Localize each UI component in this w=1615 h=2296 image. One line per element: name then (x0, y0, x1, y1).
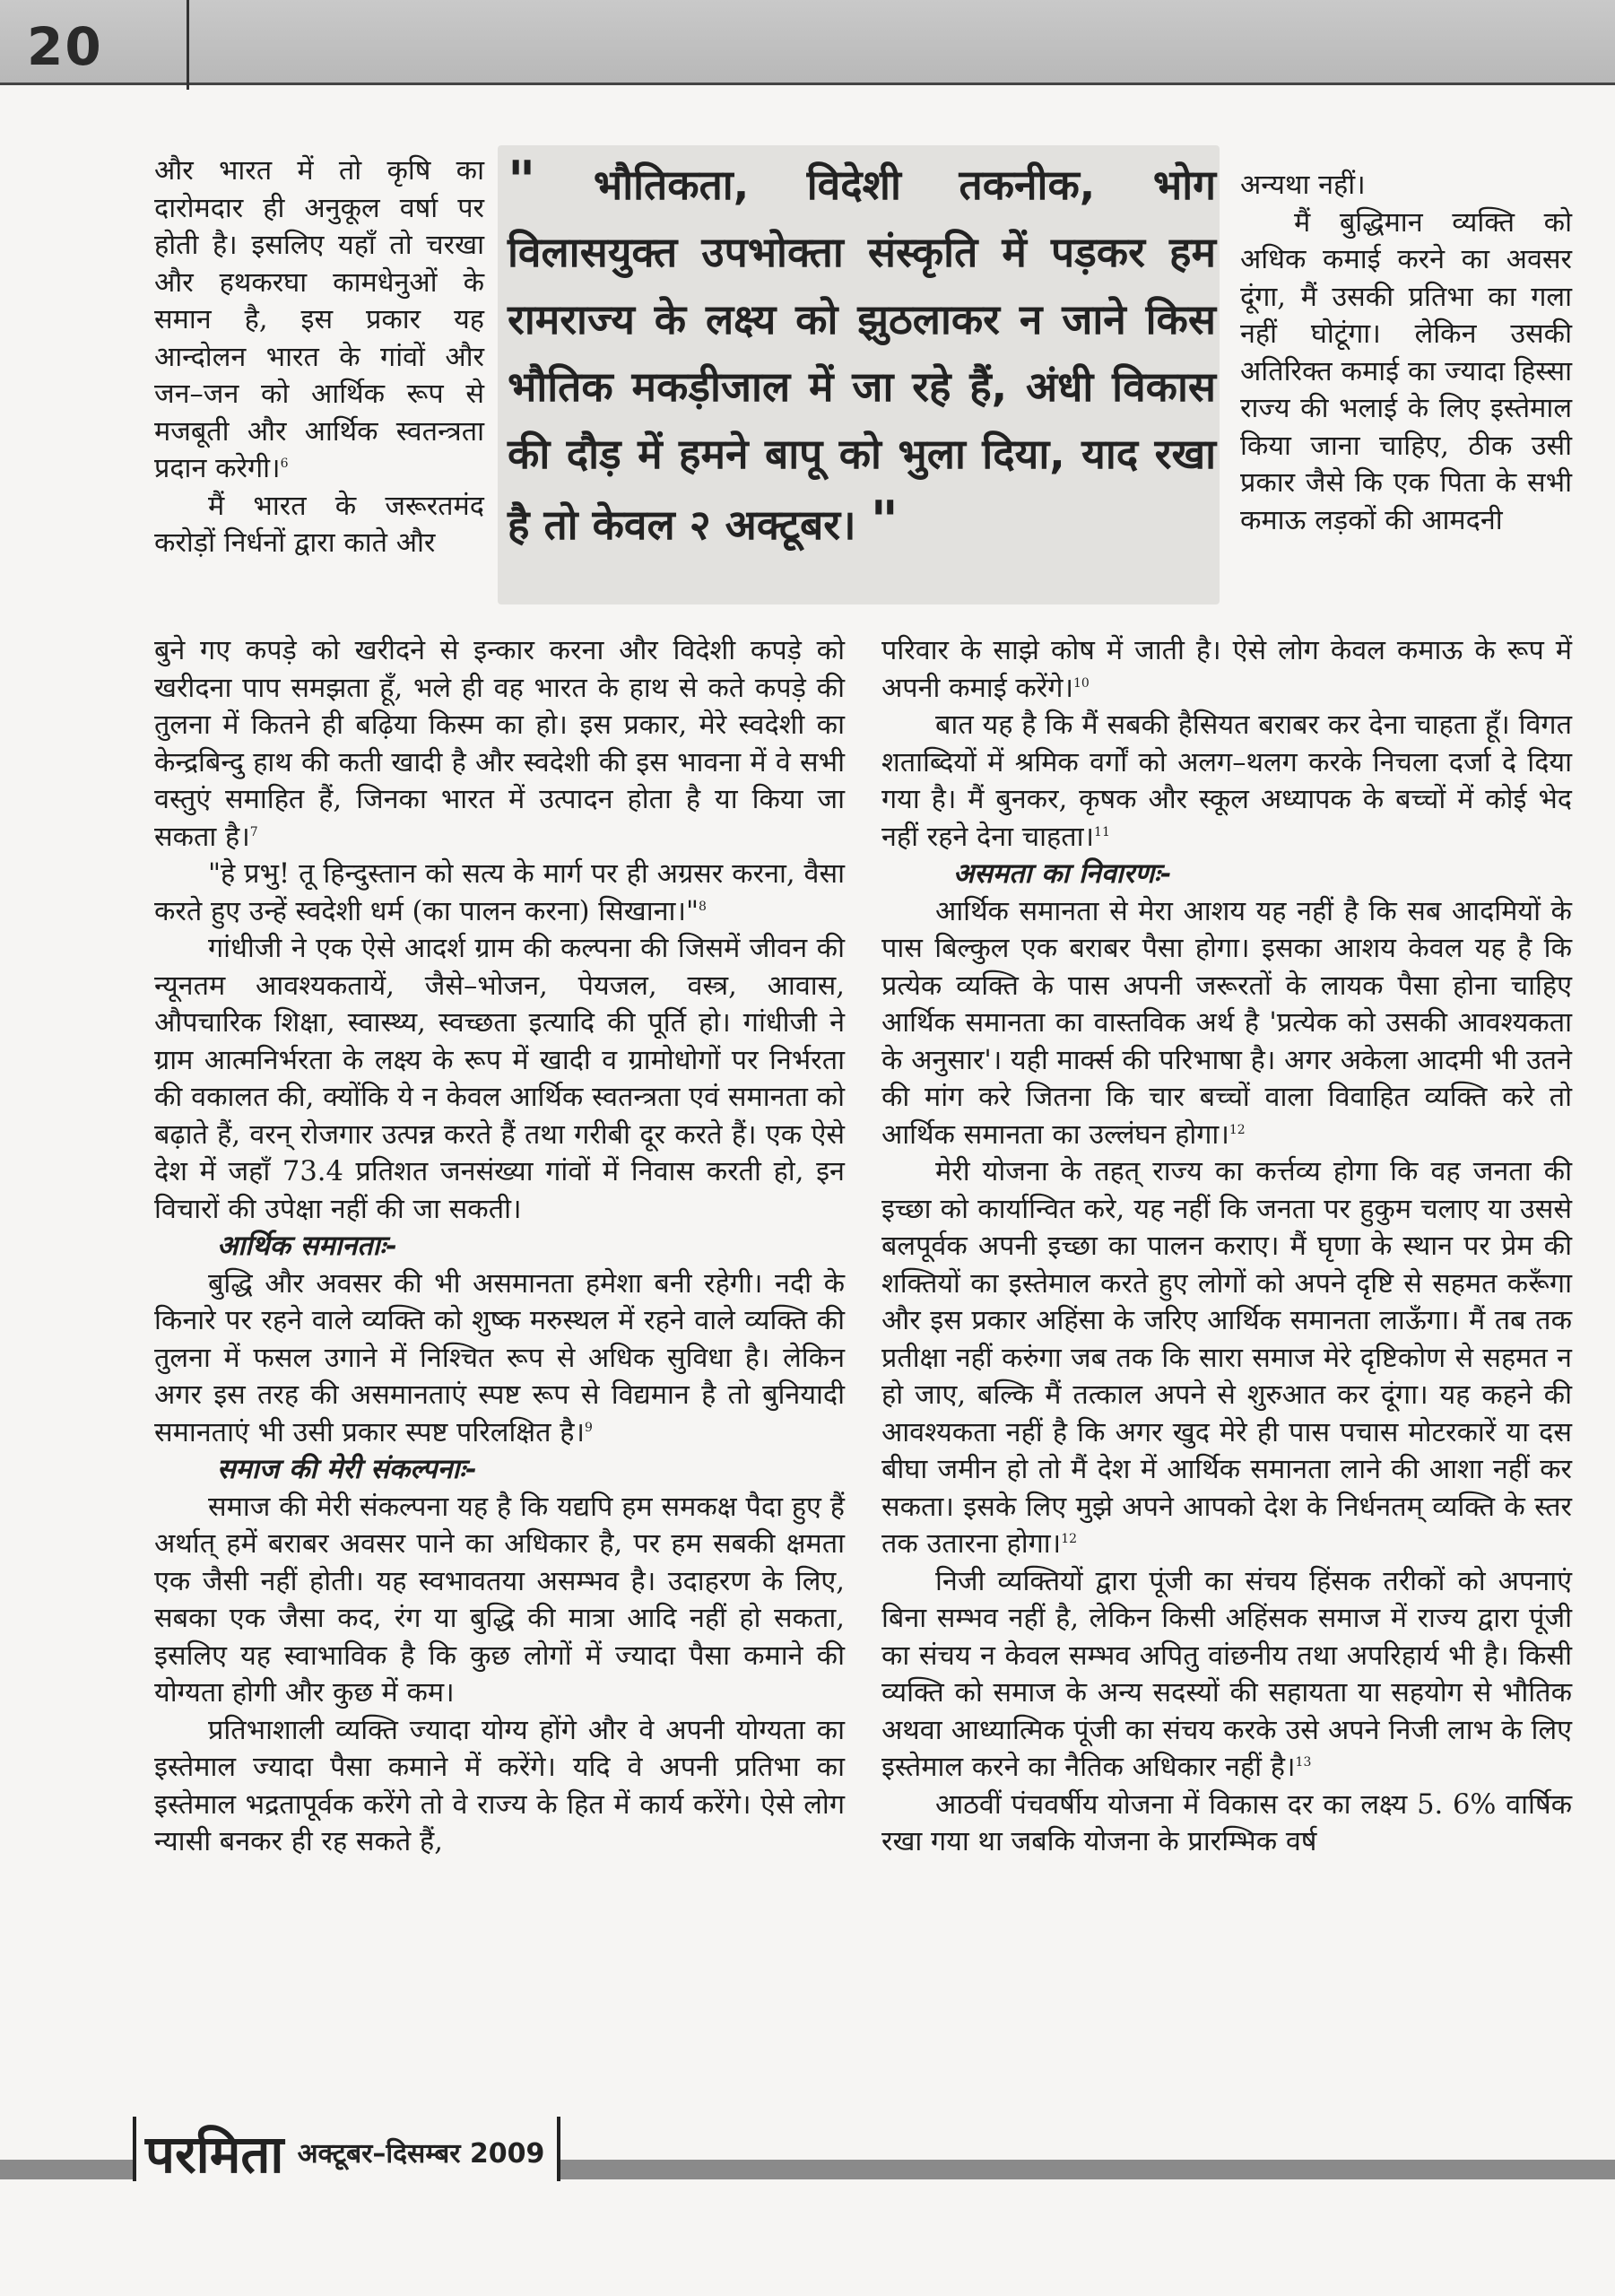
paragraph: निजी व्यक्तियों द्वारा पूंजी का संचय हिंसक तरीकों को अपनाएं बिना सम्भव नहीं है, लेकिन किसी अहिंसक समाज में राज्य द्वारा पूंजी का संचय न केवल सम्भव अपितु वांछनीय तथा अपरिहार्य भी है। किसी व्यक्ति को समाज के अन्य सदस्यों की सहायता या सहयोग से भौतिक अथवा आध्यात्मिक पूंजी का संचय करके उसे अपने निजी लाभ के लिए इस्तेमाल करने का नैतिक अधिकार नहीं है।$^{13}$ (881, 1565, 1572, 1783)
paragraph: आठवीं पंचवर्षीय योजना में विकास दर का लक्ष्य 5. 6% वार्षिक रखा गया था जबकि योजना के प्रारम्भिक वर्ष (881, 1788, 1572, 1857)
paragraph: परिवार के साझे कोष में जाती है। ऐसे लोग केवल कमाऊ के रूप में अपनी कमाई करेंगे।$^{10}$ (881, 635, 1572, 704)
paragraph: समाज की मेरी संकल्पना यह है कि यद्यपि हम समकक्ष पैदा हुए हैं अर्थात् हमें बराबर अवसर पाने का अधिकार है, पर हम सबकी क्षमता एक जैसी नहीं होती। यह स्वभावतया असम्भव है। उदाहरण के लिए, सबका एक जैसा कद, रंग या बुद्धि की मात्रा आदि नहीं हो सकता, इसलिए यह स्वाभाविक है कि कुछ लोगों में ज्यादा पैसा कमाने की योग्यता होगी और कुछ में कम। (154, 1491, 845, 1709)
paragraph: मैं भारत के जरूरतमंद करोड़ों निर्धनों द्वारा काते और (154, 490, 484, 559)
issue-date: अक्टूबर–दिसम्बर 2009 (297, 2138, 545, 2170)
open-quote-mark: " (508, 150, 536, 213)
paragraph: बुद्धि और अवसर की भी असमानता हमेशा बनी रहेगी। नदी के किनारे पर रहने वाले व्यक्ति को शुष्क मरुस्थल में रहने वाले व्यक्ति की तुलना में फसल उगाने में निश्चित रूप से अधिक सुविधा है। लेकिन अगर इस तरह की असमानताएं स्पष्ट रूप से विद्यमान है तो बुनियादी समानताएं भी उसी प्रकार स्पष्ट परिलक्षित है।$^9$ (154, 1267, 845, 1448)
paragraph: बात यह है कि मैं सबकी हैसियत बराबर कर देना चाहता हूँ। विगत शताब्दियों में श्रमिक वर्गों को अलग–थलग करके निचला दर्जा दे दिया गया है। मैं बुनकर, कृषक और स्कूल अध्यापक के बच्चों में कोई भेद नहीं रहने देना चाहता।$^{11}$ (881, 709, 1572, 853)
page-number: 20 (27, 16, 103, 77)
paragraph: प्रतिभाशाली व्यक्ति ज्यादा योग्य होंगे और वे अपनी योग्यता का इस्तेमाल ज्यादा पैसा कमाने में करेंगे। यदि वे अपनी प्रतिभा का इस्तेमाल भद्रतापूर्वक करेंगे तो वे राज्य के हित में कार्य करेंगे। ऐसे लोग न्यासी बनकर ही रह सकते हैं, (154, 1714, 845, 1857)
section-heading: समाज की मेरी संकल्पनाः- (217, 1453, 477, 1485)
quote-paragraph: "हे प्रभु! तू हिन्दुस्तान को सत्य के मार्ग पर ही अग्रसर करना, वैसा करते हुए उन्हें स्वदेशी धर्म (का पालन करना) सिखाना।"$^8$ (154, 858, 845, 927)
page-header (0, 0, 1615, 85)
paragraph: मैं बुद्धिमान व्यक्ति को अधिक कमाई करने का अवसर दूंगा, मैं उसकी प्रतिभा का गला नहीं घोटूंगा। लेकिन उसकी अतिरिक्त कमाई का ज्यादा हिस्सा राज्य की भलाई के लिए इस्तेमाल किया जाना चाहिए, ठीक उसी प्रकार जैसे कि एक पिता के सभी कमाऊ लड़कों की आमदनी (1240, 206, 1572, 536)
section-heading: आर्थिक समानताः- (217, 1230, 397, 1262)
right-narrow-column (1240, 167, 1572, 539)
footer-masthead (133, 2117, 560, 2185)
magazine-title: परमिता (145, 2124, 284, 2185)
section-heading: असमता का निवारणः- (953, 857, 1172, 890)
header-divider (187, 0, 189, 90)
paragraph: बुने गए कपड़े को खरीदने से इन्कार करना और विदेशी कपड़े को खरीदना पाप समझता हूँ, भले ही वह भारत के हाथ से कते कपड़े की तुलना में कितने ही बढ़िया किस्म का हो। इस प्रकार, मेरे स्वदेशी का केन्द्रबिन्दु हाथ की कती खादी है और स्वदेशी की इस भावना में वे सभी वस्तुएं समाहित हैं, जिनका भारत में उत्पादन होता है या किया जा सकता है।$^7$ (154, 635, 845, 853)
close-quote-mark: " (870, 490, 899, 552)
paragraph: गांधीजी ने एक ऐसे आदर्श ग्राम की कल्पना की जिसमें जीवन की न्यूनतम आवश्यकतायें, जैसे–भोजन, पेयजल, वस्त्र, आवास, औपचारिक शिक्षा, स्वास्थ्य, स्वच्छता इत्यादि की पूर्ति हो। गांधीजी ने ग्राम आत्मनिर्भरता के लक्ष्य के रूप में खादी व ग्रामोधोगों पर निर्भरता की वकालत की, क्योंकि ये न केवल आर्थिक स्वतन्त्रता एवं समानता को बढ़ाते हैं, वरन् रोजगार उत्पन्न करते हैं तथा गरीबी दूर करते हैं। एक ऐसे देश में जहाँ 73.4 प्रतिशत जनसंख्या गांवों में निवास करती हो, इन विचारों की उपेक्षा नहीं की जा सकती। (154, 933, 845, 1225)
pull-quote-text: भौतिकता, विदेशी तकनीक, भोग विलासयुक्त उपभोक्ता संस्कृति में पड़कर हम रामराज्य के लक्ष्य को झुठलाकर न जाने किस भौतिक मकड़ीजाल में जा रहे हैं, अंधी विकास की दौड़ में हमने बापू को भुला दिया, याद रखा है तो केवल २ अक्टूबर। (508, 161, 1217, 549)
paragraph: और भारत में तो कृषि का दारोमदार ही अनुकूल वर्षा पर होती है। इसलिए यहाँ तो चरखा और हथकरघा कामधेनुओं के समान है, इस प्रकार यह आन्दोलन भारत के गांवों और जन–जन को आर्थिक रूप से मजबूती और आर्थिक स्वतन्त्रता प्रदान करेगी।$^6$ (154, 155, 484, 484)
left-narrow-column (154, 152, 484, 562)
pull-quote (508, 148, 1216, 559)
paragraph: आर्थिक समानता से मेरा आशय यह नहीं है कि सब आदमियों के पास बिल्कुल एक बराबर पैसा होगा। इसका आशय केवल यह है कि प्रत्येक व्यक्ति के पास अपनी जरूरतों के लायक पैसा होना चाहिए आर्थिक समानता का वास्तविक अर्थ है 'प्रत्येक को उसकी आवश्यकता के अनुसार'। यही मार्क्स की परिभाषा है। अगर अकेला आदमी भी उतने की मांग करे जितना कि चार बच्चों वाला विवाहित व्यक्ति करे तो आर्थिक समानता का उल्लंघन होगा।$^{12}$ (881, 895, 1572, 1151)
right-main-column (881, 632, 1572, 1861)
paragraph: मेरी योजना के तहत् राज्य का कर्त्तव्य होगा कि वह जनता की इच्छा को कार्यान्वित करे, यह नहीं कि जनता पर हुकुम चलाए या उससे बलपूर्वक अपनी इच्छा का पालन कराए। मैं घृणा के स्थान पर प्रेम की शक्तियों का इस्तेमाल करते हुए लोगों को अपने दृष्टि से सहमत करूँगा और इस प्रकार अहिंसा के जरिए आर्थिक समानता लाऊँगा। मैं तब तक प्रतीक्षा नहीं करुंगा जब तक कि सारा समाज मेरे दृष्टिकोण से सहमत न हो जाए, बल्कि मैं तत्काल अपने से शुरुआत कर दूंगा। यह कहने की आवश्यकता नहीं है कि अगर खुद मेरे ही पास पचास मोटरकारें या दस बीघा जमीन हो तो मैं देश में आर्थिक समानता लाने की आशा नहीं कर सकता। इसके लिए मुझे अपने आपको देश के निर्धनतम् व्यक्ति के स्तर तक उतारना होगा।$^{12}$ (881, 1156, 1572, 1560)
paragraph: अन्यथा नहीं। (1240, 170, 1366, 201)
left-main-column (154, 632, 845, 1861)
